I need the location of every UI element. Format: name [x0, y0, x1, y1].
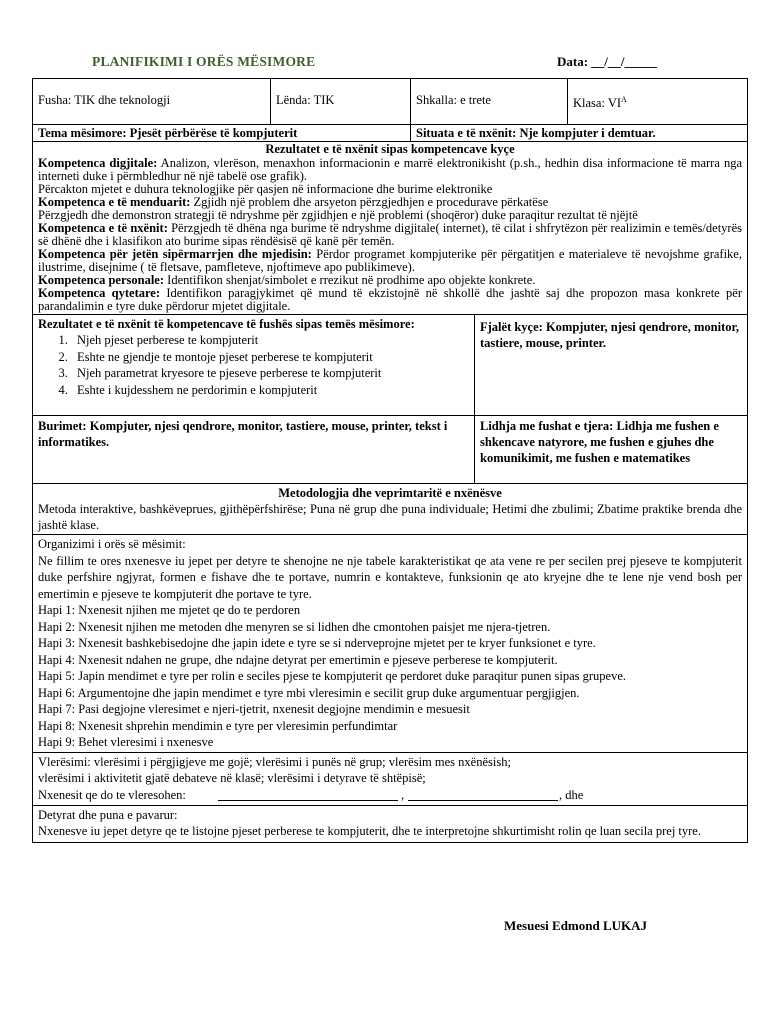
step-item: Hapi 6: Argumentojne dhe japin mendimet e tyre mbi vleresimin e secilit grup duke argumentuar pergjigjen.: [38, 685, 580, 700]
lenda-cell: Lënda: TIK: [270, 79, 410, 124]
kompetenca-item: Përzgjedh dhe demonstron strategji të ndryshme për zgjidhjen e një problemi (shoqëror) duke paraqitur rezultat të njëjtë: [38, 208, 638, 222]
list-item: 2. Eshte ne gjendje te montoje pjeset perberese te kompjuterit: [71, 349, 469, 366]
organizimi-cell: [33, 535, 747, 752]
situata-cell: Situata e të nxënit: Nje kompjuter i demtuar.: [410, 125, 747, 141]
kompetenca-item: Kompetenca digjitale: Analizon, vlerëson, menaxhon informacionin e marrë elektronikisht (p.sh., hedhin disa informacione të marra nga interneti duke i përmbledhur në një tabelë ose grafik).: [38, 156, 742, 183]
shkalla-cell: Shkalla: e trete: [410, 79, 567, 124]
kompetenca-item: Kompetenca për jetën sipërmarrjen dhe mjedisin: Përdor programet kompjuterike për përgatitjen e materialeve të nevojshme grafike, ilustrime, disejnime ( të fletsave, pamfleteve, njoftimeve apo publikimeve).: [38, 247, 742, 274]
kompetenca-item: Përcakton mjetet e duhura teknologjike për qasjen në informacione dhe burime elektronike: [38, 182, 493, 196]
date-field: Data: __/__/_____: [557, 54, 658, 69]
kompetenca-item: Kompetenca e të nxënit: Përzgjedh të dhëna nga burime të ndryshme digjitale( internet), të cilat i shfrytëzon për realizimin e temës/detyrës së dhënë dhe i klasifikon ato burime sipas rëndësisë që kanë për temën.: [38, 221, 742, 248]
page-header: [0, 52, 768, 74]
blank-line: [408, 800, 558, 801]
teacher-signature: Mesuesi Edmond LUKAJ: [504, 918, 648, 933]
step-item: Hapi 5: Japin mendimet e tyre per rolin e seciles pjese te kompjuterit qe perdoret duke paraqitur punen sipas grupeve.: [38, 669, 627, 683]
burimet-cell: Burimet: Kompjuter, njesi qendrore, monitor, tastiere, mouse, printer, tekst i informatikes.: [38, 419, 448, 449]
burimet-row: [33, 415, 747, 483]
organizimi-intro: Ne fillim te ores nxenesve iu jepet per detyre te shenojne ne nje tabele karakteristikat qe ata vene re per secilen prej pjeseve te kompjuterit duke perfshire ngjyrat, formen e fishave dhe te portave, numrin e kontakteve, funksionin qe ato kryejne dhe te lene nje vend bosh per emertimin e pjeseve te kompjuterit dhe portave te tyre.: [38, 553, 742, 601]
fjalet-cell: Fjalët kyçe: Kompjuter, njesi qendrore, monitor, tastiere, mouse, printer.: [474, 315, 747, 415]
step-item: Hapi 8: Nxenesit shprehin mendimin e tyre per vleresimin perfundimtar: [38, 718, 398, 733]
vleresimi-row: [33, 752, 747, 805]
kompetencat-row: [33, 141, 747, 314]
detyrat-title: Detyrat dhe puna e pavarur:: [38, 807, 178, 822]
kompetenca-item: Kompetenca e të menduarit: Zgjidh një problem dhe arsyeton përzgjedhjen e procedurave përkatëse: [38, 195, 549, 209]
vleresohen-end: , dhe: [559, 787, 584, 802]
fushes-row: [33, 314, 747, 415]
klasa-label: Klasa: VI: [573, 96, 622, 111]
vleresimi-line2: vlerësimi i aktivitetit gjatë debateve në klasë; vlerësimi i detyrave të shtëpisë;: [38, 771, 426, 785]
step-item: Hapi 3: Nxenesit bashkebisedojne dhe japin idete e tyre se si nderveprojne mjetet per te kryer funksionet e tyre.: [38, 636, 596, 650]
step-item: Hapi 7: Pasi degjojne vleresimet e njeri-tjetrit, nxenesit degjojne mendimin e mesuesit: [38, 702, 470, 716]
page-title: PLANIFIKIMI I ORËS MËSIMORE: [92, 54, 316, 69]
vleresohen-sep: ,: [401, 787, 405, 802]
vleresimi-line1: Vlerësimi: vlerësimi i përgjigjeve me gojë; vlerësimi i punës në grup; vlerësim mes nxënësish;: [38, 754, 511, 769]
klasa-sup: A: [621, 95, 627, 104]
step-item: Hapi 4: Nxenesit ndahen ne grupe, dhe ndajne detyrat per emertimin e pjeseve perberese te kompjuterit.: [38, 652, 558, 667]
detyrat-cell: [33, 806, 747, 842]
klasa-cell: [567, 79, 747, 124]
metodologjia-title: Metodologjia dhe veprimtaritë e nxënësve: [278, 486, 502, 500]
fushes-cell: [33, 315, 474, 415]
step-item: Hapi 1: Nxenesit njihen me mjetet qe do te perdoren: [38, 603, 301, 617]
fushes-list: [38, 332, 469, 398]
organizimi-title: Organizimi i orës së mësimit:: [38, 537, 186, 551]
metodologjia-row: [33, 483, 747, 534]
lidhja-cell: Lidhja me fushat e tjera: Lidhja me fushen e shkencave natyrore, me fushen e gjuhes dhe komunikimit, me fushen e matematikes: [474, 416, 747, 483]
metodologjia-text: Metoda interaktive, bashkëveprues, gjithëpërfshirëse; Puna në grup dhe puna individuale; Hetimi dhe zbulimi; Zbatime praktike brenda dhe jashtë klase.: [38, 502, 742, 532]
fushes-title: Rezultatet e të nxënit të kompetencave të fushës sipas temës mësimore:: [38, 317, 415, 331]
vleresimi-cell: [33, 753, 747, 805]
fusha-cell: Fusha: TIK dhe teknologji: [38, 93, 171, 107]
lesson-plan-table: [32, 78, 748, 843]
list-item: 1. Njeh pjeset perberese te kompjuterit: [71, 332, 469, 349]
list-item: 4. Eshte i kujdesshem ne perdorimin e kompjuterit: [71, 382, 469, 399]
vleresimi-line3: [38, 787, 742, 803]
kompetenca-item: Kompetenca personale: Identifikon shenjat/simbolet e rrezikut në prodhime apo objekte konkrete.: [38, 273, 536, 287]
vleresohen-label: Nxenesit qe do te vleresohen:: [38, 787, 186, 802]
kompetencat-cell: [33, 142, 747, 314]
detyrat-row: [33, 805, 747, 842]
list-item: 3. Njeh parametrat kryesore te pjeseve perberese te kompjuterit: [71, 365, 469, 382]
tema-cell: Tema mësimore: Pjesët përbërëse të kompjuterit: [38, 126, 298, 140]
organizimi-row: [33, 534, 747, 752]
detyrat-text: Nxenesve iu jepet detyre qe te listojne pjeset perberese te kompjuterit, dhe te interpretojne shkurtimisht rolin qe luan secila prej tyre.: [38, 824, 701, 838]
blank-line: [218, 800, 398, 801]
kompetenca-item: Kompetenca qytetare: Identifikon paragjykimet që mund të ekzistojnë në shkollë dhe jashtë saj dhe propozon masa konkrete për parandalimin e tyre duke përdorur mjetet digjitale.: [38, 286, 742, 313]
info-row: [33, 79, 747, 124]
step-item: Hapi 9: Behet vleresimi i nxenesve: [38, 735, 214, 749]
metodologjia-cell: [33, 484, 747, 534]
tema-row: [33, 124, 747, 141]
step-item: Hapi 2: Nxenesit njihen me metoden dhe menyren se si lidhen dhe cmontohen paisjet me njera-tjetren.: [38, 619, 551, 634]
rezultatet-title: Rezultatet e të nxënit sipas kompetencave kyçe: [265, 142, 515, 156]
